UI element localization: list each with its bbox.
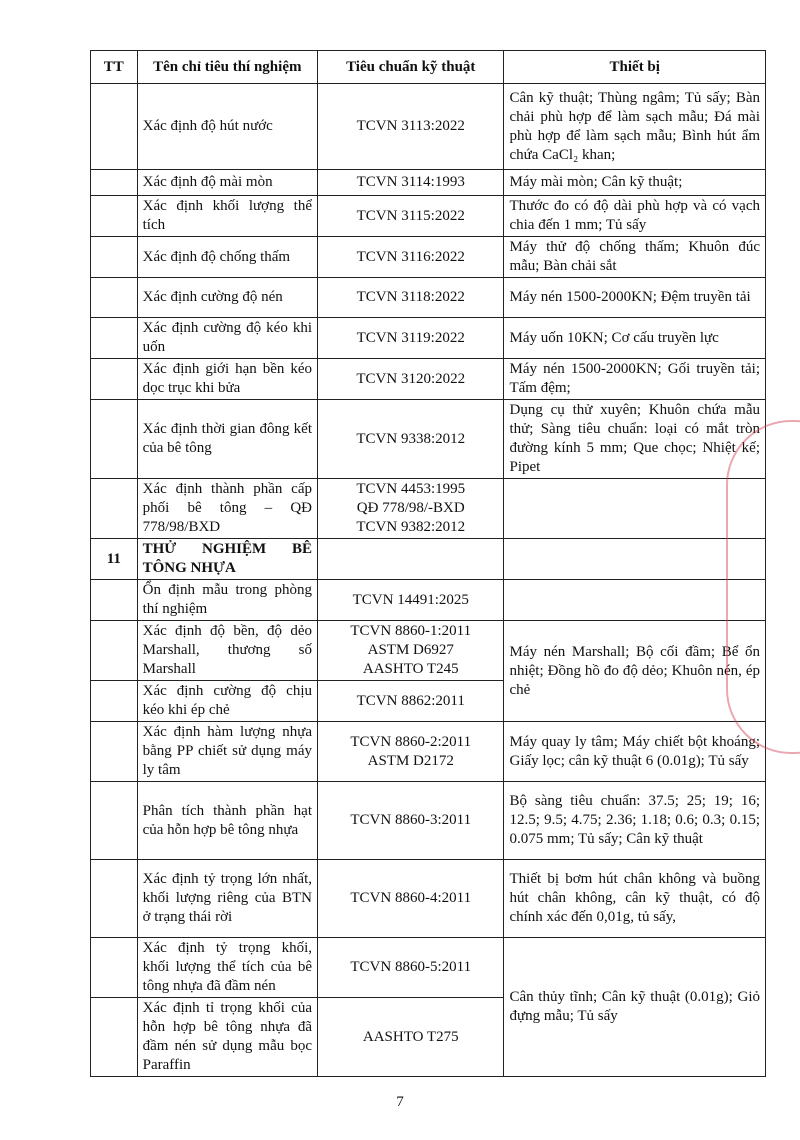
row-name: Xác định hàm lượng nhựa bằng PP chiết sử dụng máy ly tâm — [137, 722, 317, 782]
row-standard: TCVN 8862:2011 — [318, 681, 504, 722]
standard-line: TCVN 8860-2:2011 — [350, 733, 472, 750]
row-name: Phân tích thành phần hạt của hỗn hợp bê tông nhựa — [137, 782, 317, 860]
row-tt — [91, 621, 138, 681]
section-number: 11 — [91, 539, 138, 580]
row-name: Xác định khối lượng thể tích — [137, 196, 317, 237]
row-standard: TCVN 8860-4:2011 — [318, 860, 504, 938]
table-row — [91, 860, 766, 938]
section-title: THỬ NGHIỆM BÊ TÔNG NHỰA — [137, 539, 317, 580]
table-row — [91, 318, 766, 359]
row-equipment — [504, 539, 766, 580]
table-row — [91, 237, 766, 278]
standard-line: TCVN 8860-1:2011 — [350, 623, 472, 639]
standard-line: ASTM D2172 — [367, 752, 454, 769]
page-number: 7 — [396, 1094, 404, 1110]
row-standard — [318, 722, 504, 782]
row-equipment: Máy thử độ chống thấm; Khuôn đúc mẫu; Bàn chải sắt — [504, 237, 766, 278]
row-equipment: Máy quay ly tâm; Máy chiết bột khoáng; Giấy lọc; cân kỹ thuật 6 (0.01g); Tủ sấy — [504, 722, 766, 782]
table-row — [91, 722, 766, 782]
row-equipment: Máy nén Marshall; Bộ cối đầm; Bể ổn nhiệt; Đồng hồ đo độ dẻo; Khuôn nén, ép chẻ — [504, 621, 766, 722]
row-name: Xác định độ bền, độ dẻo Marshall, thương số Marshall — [137, 621, 317, 681]
table-row — [91, 782, 766, 860]
row-standard: TCVN 3113:2022 — [318, 84, 504, 170]
row-name: Xác định cường độ kéo khi uốn — [137, 318, 317, 359]
document-page — [90, 50, 766, 1077]
table-header-row — [91, 51, 766, 84]
row-name: Xác định tỉ trọng khối của hỗn hợp bê tông nhựa đã đầm nén sử dụng mẫu bọc Paraffin — [137, 998, 317, 1077]
table-row — [91, 938, 766, 998]
row-standard: TCVN 3116:2022 — [318, 237, 504, 278]
row-name: Xác định tỷ trọng lớn nhất, khối lượng riêng của BTN ở trạng thái rời — [137, 860, 317, 938]
row-tt — [91, 196, 138, 237]
row-tt — [91, 84, 138, 170]
table-row — [91, 400, 766, 479]
test-spec-table — [90, 50, 766, 1077]
row-name: Xác định độ chống thấm — [137, 237, 317, 278]
standard-line: TCVN 9382:2012 — [356, 519, 466, 535]
row-standard: TCVN 3118:2022 — [318, 278, 504, 318]
row-tt — [91, 782, 138, 860]
row-tt — [91, 278, 138, 318]
row-tt — [91, 359, 138, 400]
row-standard: AASHTO T275 — [318, 998, 504, 1077]
header-standard: Tiêu chuẩn kỹ thuật — [318, 51, 504, 84]
row-tt — [91, 170, 138, 196]
section-row — [91, 539, 766, 580]
row-tt — [91, 938, 138, 998]
row-tt — [91, 400, 138, 479]
row-standard: TCVN 3120:2022 — [318, 359, 504, 400]
row-name: Xác định cường độ nén — [137, 278, 317, 318]
row-tt — [91, 860, 138, 938]
standard-line: TCVN 4453:1995 — [356, 481, 466, 497]
standard-line: ASTM D6927 — [367, 642, 454, 658]
row-equipment — [504, 580, 766, 621]
row-standard: TCVN 3119:2022 — [318, 318, 504, 359]
row-equipment: Dụng cụ thử xuyên; Khuôn chứa mẫu thử; Sàng tiêu chuẩn: loại có mắt tròn đường kính 5 mm; Que chọc; Nhiệt kế; Pipet — [504, 400, 766, 479]
row-standard: TCVN 8860-5:2011 — [318, 938, 504, 998]
row-name: Xác định giới hạn bền kéo dọc trục khi bửa — [137, 359, 317, 400]
table-row — [91, 170, 766, 196]
row-standard: TCVN 14491:2025 — [318, 580, 504, 621]
row-tt — [91, 237, 138, 278]
row-equipment: Thiết bị bơm hút chân không và buồng hút chân không, cân kỹ thuật, có độ chính xác đến 0,01g, tủ sấy, — [504, 860, 766, 938]
table-row — [91, 580, 766, 621]
table-row — [91, 621, 766, 681]
row-standard: TCVN 9338:2012 — [318, 400, 504, 479]
row-name: Xác định độ mài mòn — [137, 170, 317, 196]
table-row — [91, 196, 766, 237]
row-name: Ổn định mẫu trong phòng thí nghiệm — [137, 580, 317, 621]
row-equipment — [504, 479, 766, 539]
row-tt — [91, 998, 138, 1077]
row-standard — [318, 621, 504, 681]
row-standard — [318, 479, 504, 539]
row-equipment: Thước đo có độ dài phù hợp và có vạch chia đến 1 mm; Tủ sấy — [504, 196, 766, 237]
row-equipment: Bộ sàng tiêu chuẩn: 37.5; 25; 19; 16; 12.5; 9.5; 4.75; 2.36; 1.18; 0.6; 0.3; 0.15; 0.075 mm; Tủ sấy; Cân kỹ thuật — [504, 782, 766, 860]
row-standard — [318, 539, 504, 580]
table-row — [91, 359, 766, 400]
row-equipment: Cân thủy tĩnh; Cân kỹ thuật (0.01g); Giỏ đựng mẫu; Tủ sấy — [504, 938, 766, 1077]
row-tt — [91, 580, 138, 621]
row-name: Xác định cường độ chịu kéo khi ép chẻ — [137, 681, 317, 722]
row-equipment: Máy nén 1500-2000KN; Đệm truyền tải — [504, 278, 766, 318]
row-tt — [91, 722, 138, 782]
row-standard: TCVN 3115:2022 — [318, 196, 504, 237]
row-equipment: Máy mài mòn; Cân kỹ thuật; — [504, 170, 766, 196]
row-name: Xác định độ hút nước — [137, 84, 317, 170]
header-tt: TT — [91, 51, 138, 84]
table-row — [91, 278, 766, 318]
row-standard: TCVN 8860-3:2011 — [318, 782, 504, 860]
row-name: Xác định thời gian đông kết của bê tông — [137, 400, 317, 479]
row-tt — [91, 681, 138, 722]
row-name: Xác định tỷ trọng khối, khối lượng thể tích của bê tông nhựa đã đầm nén — [137, 938, 317, 998]
row-equipment: Cân kỹ thuật; Thùng ngâm; Tủ sấy; Bàn chải phù hợp để làm sạch mẫu; Đá mài phù hợp để làm sạch mẫu; Bình hút ẩm chứa CaCl₂ khan; — [504, 84, 766, 170]
row-tt — [91, 318, 138, 359]
header-name: Tên chỉ tiêu thí nghiệm — [137, 51, 317, 84]
table-row — [91, 84, 766, 170]
row-equipment: Máy uốn 10KN; Cơ cấu truyền lực — [504, 318, 766, 359]
standard-line: AASHTO T245 — [362, 661, 459, 677]
row-standard: TCVN 3114:1993 — [318, 170, 504, 196]
row-name: Xác định thành phần cấp phối bê tông – QĐ 778/98/BXD — [137, 479, 317, 539]
standard-line: QĐ 778/98/-BXD — [356, 500, 465, 516]
row-equipment: Máy nén 1500-2000KN; Gối truyền tải; Tấm đệm; — [504, 359, 766, 400]
table-row — [91, 479, 766, 539]
row-tt — [91, 479, 138, 539]
header-equipment: Thiết bị — [504, 51, 766, 84]
